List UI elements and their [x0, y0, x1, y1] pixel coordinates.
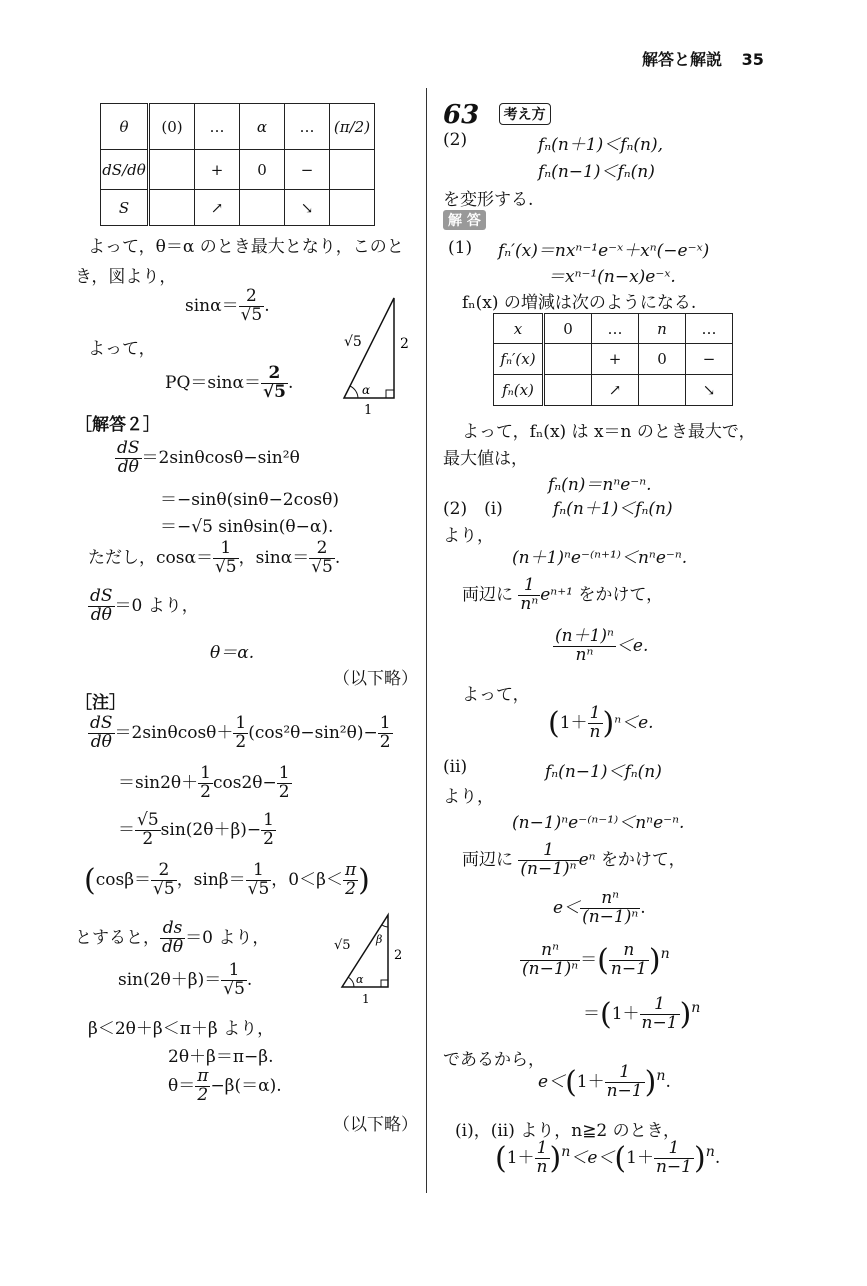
frac-num: √5 [137, 810, 159, 830]
table-cell: − [686, 344, 733, 375]
side-label: 2 [400, 336, 409, 352]
frac-num: 2 [309, 540, 335, 559]
angle-beta-label: β [376, 933, 383, 946]
text-line: より， [443, 787, 494, 807]
math-line: θ＝α. [210, 643, 255, 663]
text-line: よって， [88, 339, 156, 359]
base-label: 1 [362, 992, 370, 1006]
exponent: n [656, 1068, 666, 1085]
table-cell [149, 150, 195, 190]
math-text: (cos²θ−sin²θ)− [248, 722, 378, 743]
table-cell: … [592, 314, 639, 344]
text-line: 最大値は， [443, 449, 528, 469]
math-text: . [334, 547, 341, 568]
frac-den: 2 [263, 828, 274, 849]
column-divider [426, 88, 427, 1193]
table-cell: x [494, 314, 544, 344]
math-text: ，sinβ＝ [176, 869, 246, 890]
text-line: であるから， [443, 1050, 545, 1070]
frac-num: 1 [654, 1140, 694, 1159]
table-cell [639, 375, 686, 406]
frac-den: √5 [153, 878, 175, 899]
text-line: よって，fₙ(x) は x＝n のとき最大で， [462, 422, 756, 442]
side-label: 2 [394, 948, 403, 963]
math-text: sinα＝ [185, 295, 239, 316]
frac-num: 1 [263, 810, 274, 830]
problem-heading [443, 100, 551, 130]
table-cell: 0 [639, 344, 686, 375]
omitted-note: （以下略） [333, 1115, 418, 1135]
math-text: ＝2sinθcosθ＋ [114, 722, 234, 743]
frac-num: 2 [239, 288, 265, 307]
table-cell [240, 190, 285, 226]
text-line: き，図より， [75, 267, 177, 287]
math-text: をかけて， [578, 584, 664, 605]
part-label: (ii) [443, 757, 468, 777]
frac-num: 1 [518, 577, 540, 596]
frac-num: n [609, 942, 649, 961]
math-text: ＜e＜ [570, 1147, 615, 1168]
frac-den: n−1 [641, 1012, 678, 1033]
math-text: sin(2θ＋β)＝ [118, 969, 222, 990]
math-text: 両辺に [462, 584, 513, 605]
frac-den: (n−1)ⁿ [582, 906, 639, 927]
math-line: (cosβ＝ $\frac{2}{√5}$ ，sinβ＝ $\frac{1}{√5}$ ，0＜β＜ $\frac{\pi}{2}$ ) [84, 860, 370, 899]
math-line: ＝xⁿ⁻¹(n−x)e⁻ˣ. [548, 267, 676, 287]
frac-num: ds [160, 920, 185, 939]
table-cell: + [592, 344, 639, 375]
frac-den: 2 [235, 731, 247, 752]
math-line: (n−1)ⁿe⁻⁽ⁿ⁻¹⁾＜nⁿe⁻ⁿ. [512, 813, 685, 833]
math-line: β＜2θ＋β＜π＋β より， [88, 1019, 275, 1039]
math-line: ＝(1＋ $\frac{1}{n-1}$ )$^n$ [583, 994, 701, 1033]
math-text: ，sinα＝ [238, 547, 310, 568]
math-line [118, 765, 292, 802]
text-line: fₙ(x) の増減は次のようになる. [462, 293, 697, 313]
frac-den: nⁿ [520, 593, 539, 614]
frac-num: 1 [221, 962, 247, 981]
math-text: ＝0 より， [185, 927, 270, 948]
frac-num: 1 [213, 540, 239, 559]
frac-den: dθ [162, 936, 184, 957]
math-line: (1＋ $\frac{1}{n}$ )ⁿ＜e. [548, 703, 654, 742]
part-label: (2) (i) [443, 499, 503, 519]
frac-den: √5 [262, 381, 286, 402]
frac-num: 1 [379, 713, 391, 733]
table-cell: ↗ [195, 190, 240, 226]
running-header [642, 47, 764, 70]
frac-den: 2 [345, 878, 356, 899]
math-line [462, 577, 663, 614]
page-number: 35 [741, 50, 764, 69]
table-cell: ↘ [686, 375, 733, 406]
frac-den: 2 [142, 828, 154, 849]
math-text: ＝2sinθcosθ−sin²θ [141, 447, 300, 468]
table-cell: 0 [240, 150, 285, 190]
kaito-label [443, 210, 486, 230]
header-title: 解答と解説 [642, 50, 723, 69]
part-label: (1) [448, 238, 473, 258]
math-text: 1＋ [576, 1071, 605, 1092]
frac-den: √5 [240, 304, 263, 325]
table-cell: S [101, 190, 149, 226]
frac-den: √5 [223, 978, 245, 999]
math-line [462, 842, 686, 879]
frac-den: n [536, 1156, 548, 1177]
frac-num: π [344, 860, 357, 880]
angle-alpha-label: α [356, 973, 364, 986]
frac-num: 1 [235, 713, 247, 733]
math-text: eⁿ [578, 849, 596, 870]
text-line: よって， [462, 685, 530, 705]
frac-num: 2 [261, 365, 288, 384]
frac-den: (n−1)ⁿ [522, 958, 579, 979]
math-line: sinα＝ $\frac{2}{√5}$ . [185, 286, 270, 325]
math-text: θ＝ [168, 1075, 196, 1096]
frac-den: √5 [311, 556, 333, 577]
frac-num: nⁿ [580, 890, 640, 909]
math-line: e＜(1＋ $\frac{1}{n-1}$ )$^n$. [538, 1062, 671, 1101]
right-triangle-diagram [330, 290, 420, 420]
hyp-label: √5 [344, 334, 362, 350]
text-line: (i)，(ii) より，n≧2 のとき， [455, 1121, 680, 1141]
math-text: ⁿ＜e. [614, 712, 654, 733]
table-cell: θ [101, 104, 149, 150]
math-text: とすると， [75, 927, 160, 948]
frac-num: (n＋1)ⁿ [555, 626, 614, 646]
table-cell: … [195, 104, 240, 150]
frac-den: n−1 [655, 1156, 692, 1177]
table-cell: 0 [544, 314, 592, 344]
frac-den: √5 [247, 878, 270, 899]
frac-den: n [589, 721, 601, 742]
frac-den: √5 [214, 556, 237, 577]
frac-num: 1 [278, 763, 290, 783]
math-text: 1＋ [506, 1147, 535, 1168]
table-cell: ↘ [285, 190, 330, 226]
math-text: 1＋ [626, 1147, 654, 1168]
frac-den: n−1 [606, 1080, 643, 1101]
math-line: (1＋ $\frac{1}{n}$ )$^n$＜e＜(1＋ $\frac{1}{n-1}$ )$^n$. [495, 1138, 721, 1177]
kangaekata-label: 考え方 [499, 103, 551, 125]
math-text: 両辺に [462, 849, 513, 870]
math-line [88, 715, 393, 752]
variation-table-f [493, 313, 733, 406]
frac-num: π [197, 1066, 209, 1086]
frac-num: 1 [246, 862, 272, 881]
text-line: よって，θ＝α のとき最大となり，このと [88, 237, 404, 257]
math-text: をかけて， [600, 849, 686, 870]
math-line: fₙ(n−1)＜fₙ(n) [538, 162, 655, 182]
frac-num: dS [90, 713, 113, 733]
section-heading: ［注］ [75, 693, 126, 713]
frac-den: 2 [197, 1084, 209, 1105]
hyp-label: √5 [334, 938, 351, 953]
math-text: e＜ [538, 1071, 566, 1092]
math-text: ＜e. [615, 635, 649, 656]
frac-num: dS [117, 438, 140, 458]
math-line: fₙ(n＋1)＜fₙ(n) [553, 499, 673, 519]
math-line [118, 962, 252, 999]
math-line: 2θ＋β＝π−β. [168, 1047, 274, 1067]
table-cell: ↗ [592, 375, 639, 406]
frac-den: 2 [278, 781, 290, 802]
kaito-badge: 解 答 [443, 210, 486, 230]
frac-den: n−1 [610, 958, 647, 979]
table-cell: − [285, 150, 330, 190]
omitted-note: （以下略） [333, 669, 418, 689]
table-cell: dS/dθ [101, 150, 149, 190]
math-line [168, 1068, 282, 1105]
table-cell [330, 150, 375, 190]
math-line: fₙ′(x)＝nxⁿ⁻¹e⁻ˣ＋xⁿ(−e⁻ˣ) [498, 241, 710, 261]
frac-num: dS [90, 586, 113, 606]
math-text: 1＋ [559, 712, 588, 733]
part-label: (2) [443, 130, 468, 150]
math-text: eⁿ⁺¹ [540, 584, 573, 605]
math-line: $\frac{\text{nⁿ}}{\text{(n−1)ⁿ}}$ ＝( $\frac{n}{n-1}$ )$^n$ [522, 940, 670, 979]
math-line: fₙ(n−1)＜fₙ(n) [545, 762, 662, 782]
table-cell: fₙ′(x) [494, 344, 544, 375]
math-line: PQ＝sinα＝ $\frac{2}{√5}$ . [165, 363, 294, 402]
math-text: 1＋ [611, 1003, 640, 1024]
angle-label: α [362, 383, 371, 397]
frac-num: 1 [605, 1064, 645, 1083]
math-text: ＝sin2θ＋ [118, 772, 199, 793]
table-cell [149, 190, 195, 226]
frac-num: 1 [640, 996, 680, 1015]
frac-den: dθ [90, 731, 112, 752]
math-text: ただし，cosα＝ [88, 547, 213, 568]
section-heading: ［解答２］ [75, 415, 160, 435]
table-cell: n [639, 314, 686, 344]
table-cell [330, 190, 375, 226]
table-cell: α [240, 104, 285, 150]
math-line [75, 920, 269, 957]
frac-num: 1 [588, 705, 603, 724]
math-line: ＝−sinθ(sinθ−2cosθ) [160, 490, 339, 510]
table-cell: … [285, 104, 330, 150]
frac-num: 1 [200, 763, 211, 783]
math-text: cosβ＝ [95, 869, 152, 890]
frac-den: (n−1)ⁿ [520, 858, 577, 879]
frac-den: 2 [200, 781, 211, 802]
table-cell: (0) [149, 104, 195, 150]
exponent: n [561, 1144, 571, 1161]
math-line [118, 812, 276, 849]
math-line: (n＋1)ⁿe⁻⁽ⁿ⁺¹⁾＜nⁿe⁻ⁿ. [512, 548, 688, 568]
frac-den: dθ [117, 456, 139, 477]
exponent: n [660, 946, 670, 963]
base-label: 1 [364, 403, 373, 418]
right-triangle-diagram-2 [330, 905, 420, 1010]
table-cell: … [686, 314, 733, 344]
table-cell [544, 375, 592, 406]
math-line: fₙ(n＋1)＜fₙ(n), [538, 135, 664, 155]
math-text: −β(＝α). [210, 1075, 282, 1096]
math-text: cos2θ− [213, 772, 277, 793]
math-text: ＝0 より， [114, 595, 199, 616]
math-line: ＝−√5 sinθsin(θ−α). [160, 517, 334, 537]
math-text: e＜ [553, 897, 581, 918]
frac-num: 2 [151, 862, 177, 881]
math-text: PQ＝sinα＝ [165, 372, 261, 393]
variation-table-s [100, 103, 375, 226]
problem-number: 63 [443, 100, 480, 130]
frac-den: nⁿ [575, 644, 594, 665]
table-cell [544, 344, 592, 375]
math-line [115, 440, 300, 477]
frac-num: nⁿ [520, 942, 580, 961]
math-line [88, 540, 340, 577]
exponent: n [705, 1144, 715, 1161]
frac-num: 1 [535, 1140, 550, 1159]
table-cell: (π/2) [330, 104, 375, 150]
table-cell: fₙ(x) [494, 375, 544, 406]
frac-den: dθ [90, 604, 112, 625]
math-text: ＝ [118, 819, 135, 840]
math-line: e＜ $\frac{\text{nⁿ}}{\text{(n−1)ⁿ}}$ . [553, 888, 646, 927]
math-text: sin(2θ＋β)− [160, 819, 262, 840]
math-line [553, 628, 648, 665]
math-line [88, 588, 199, 625]
text-line: を変形する. [443, 190, 534, 210]
frac-num: 1 [518, 842, 578, 861]
table-cell: + [195, 150, 240, 190]
math-text: ，0＜β＜ [271, 869, 343, 890]
math-line: fₙ(n)＝nⁿe⁻ⁿ. [548, 475, 652, 495]
text-line: より， [443, 526, 494, 546]
frac-den: 2 [379, 731, 391, 752]
math-text: . [246, 969, 253, 990]
exponent: n [691, 1000, 701, 1017]
